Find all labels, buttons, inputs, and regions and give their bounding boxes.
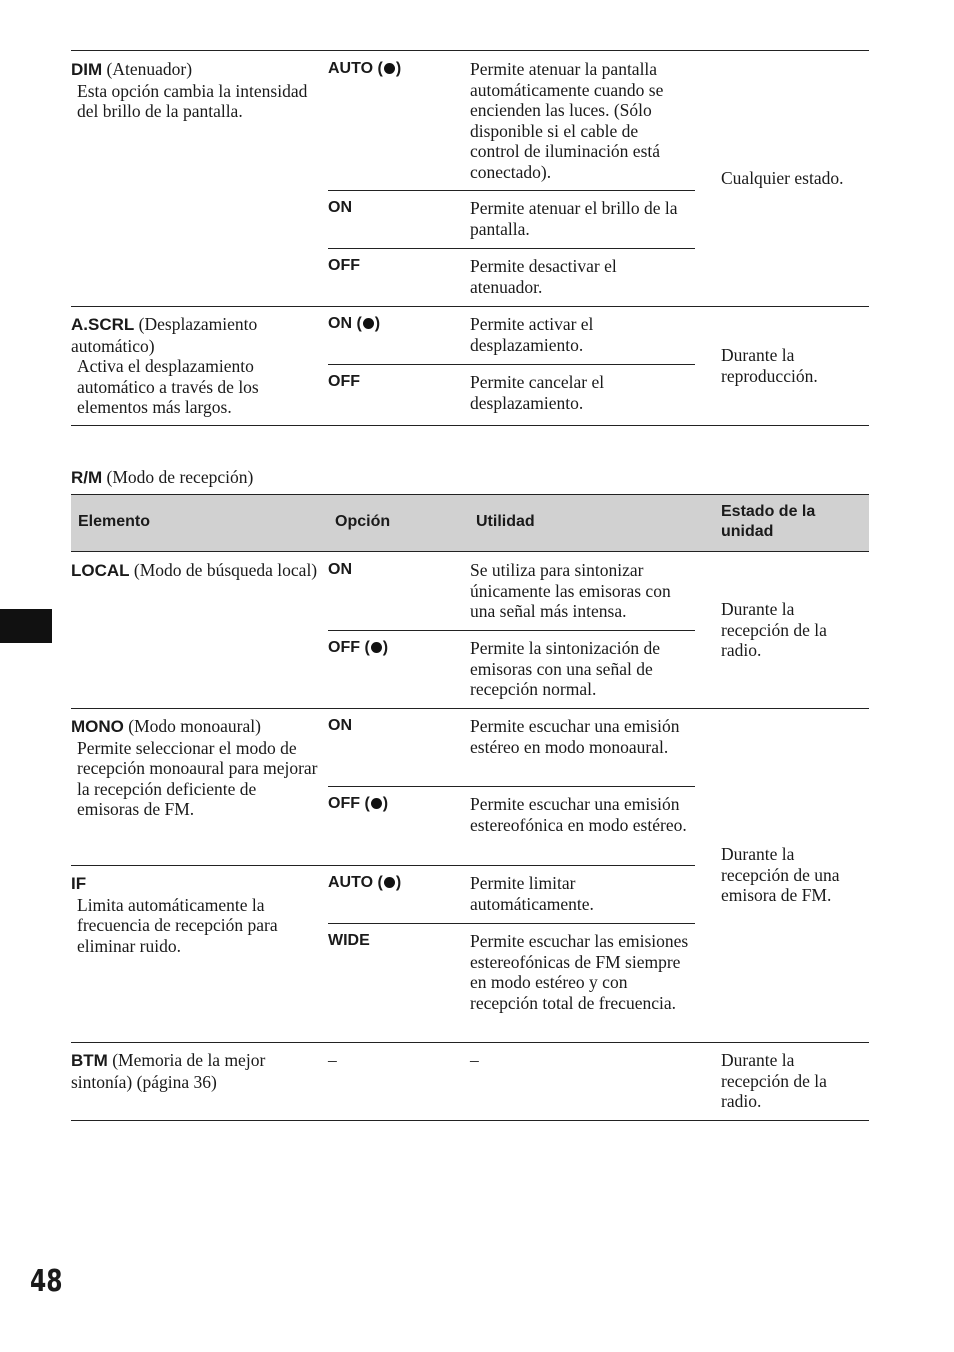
btm-name: BTM [71,1051,108,1070]
row-divider [328,923,695,924]
default-marker-icon [371,642,382,653]
row-divider [71,1042,869,1043]
mono-name: MONO [71,717,124,736]
fm-state: Durante la recepción de una emisora de FM. [721,844,840,905]
section-name: R/M [71,468,103,487]
row-divider [328,364,695,365]
mono-utility-off: Permite escuchar una emisión estereofónica en modo estéreo. [470,794,687,835]
mono-description: Permite seleccionar el modo de recepción monoaural para mejorar la recepción deficiente de emisoras de FM. [77,737,318,819]
header-state: Estado de la unidad [721,503,816,540]
mono-subtitle: (Modo monoaural) [128,716,261,736]
section-side-tab [0,609,52,643]
ascrl-option-on: ON ( ) [328,315,381,332]
local-utility-off: Permite la sintonización de emisoras con una señal de recepción normal. [470,638,661,699]
default-marker-icon [363,318,374,329]
dim-subtitle: (Atenuador) [106,59,193,79]
if-utility-auto: Permite limitar automáticamente. [470,873,594,914]
section-subtitle: (Modo de recepción) [106,467,254,487]
dim-option-off: OFF [328,257,360,274]
mono-utility-on: Permite escuchar una emisión estéreo en modo monoaural. [470,716,680,757]
mono-option-on: ON [328,717,352,734]
if-name: IF [71,874,87,893]
dim-state: Cualquier estado. [721,168,844,188]
ascrl-subtitle: (Desplazamiento automático) [71,314,258,356]
local-element [71,560,321,582]
dim-utility-on: Permite atenuar el brillo de la pantalla. [470,198,678,239]
local-state: Durante la recepción de la radio. [721,599,827,660]
dim-element [71,59,321,122]
if-utility-wide: Permite escuchar las emisiones estereofónicas de FM siempre en modo estéreo y con recepción total de frecuencia. [470,931,689,1013]
table2-top-rule [71,494,869,495]
header-utility: Utilidad [476,513,535,530]
section-heading [71,467,253,489]
row-divider [328,630,695,631]
local-option-on: ON [328,561,352,578]
mono-option-off: OFF ( ) [328,795,389,812]
table1-bottom-rule [71,425,869,426]
btm-utility: – [470,1050,479,1070]
page-number: 48 [30,1264,63,1299]
row-divider [328,248,695,249]
row-divider [71,865,695,866]
dim-description: Esta opción cambia la intensidad del brillo de la pantalla. [77,80,308,121]
dim-option-on: ON [328,199,352,216]
local-utility-on: Se utiliza para sintonizar únicamente las emisoras con una señal más intensa. [470,560,671,621]
if-option-wide: WIDE [328,932,370,949]
header-option: Opción [335,513,391,530]
dim-utility-off: Permite desactivar el atenuador. [470,256,617,297]
btm-subtitle: (Memoria de la mejor sintonía) (página 36) [71,1050,266,1092]
row-divider [71,708,869,709]
ascrl-option-off: OFF [328,373,360,390]
if-element [71,873,321,956]
btm-option: – [328,1050,337,1070]
row-divider [328,190,695,191]
mono-element [71,716,321,820]
default-marker-icon [384,63,395,74]
header-bottom-rule [71,551,869,552]
default-marker-icon [371,798,382,809]
table2-bottom-rule [71,1120,869,1121]
ascrl-state: Durante la reproducción. [721,345,818,386]
ascrl-element [71,314,321,418]
header-element: Elemento [78,513,151,530]
local-name: LOCAL [71,561,130,580]
ascrl-utility-on: Permite activar el desplazamiento. [470,314,594,355]
btm-element [71,1050,321,1092]
ascrl-description: Activa el desplazamiento automático a través de los elementos más largos. [77,356,259,417]
local-subtitle: (Modo de búsqueda local) [133,560,318,580]
row-divider [328,786,695,787]
btm-state: Durante la recepción de la radio. [721,1050,827,1111]
dim-utility-auto: Permite atenuar la pantalla automáticamente cuando se encienden las luces. (Sólo disponible si el cable de control de iluminación está conectado). [470,59,664,182]
ascrl-name: A.SCRL [71,315,135,334]
row-divider [71,306,869,307]
dim-name: DIM [71,60,103,79]
dim-option-auto: AUTO ( ) [328,60,402,77]
default-marker-icon [384,877,395,888]
if-description: Limita automáticamente la frecuencia de recepción para eliminar ruido. [77,894,278,956]
table1-top-rule [71,50,869,51]
local-option-off: OFF ( ) [328,639,389,656]
if-option-auto: AUTO ( ) [328,874,402,891]
ascrl-utility-off: Permite cancelar el desplazamiento. [470,372,605,413]
